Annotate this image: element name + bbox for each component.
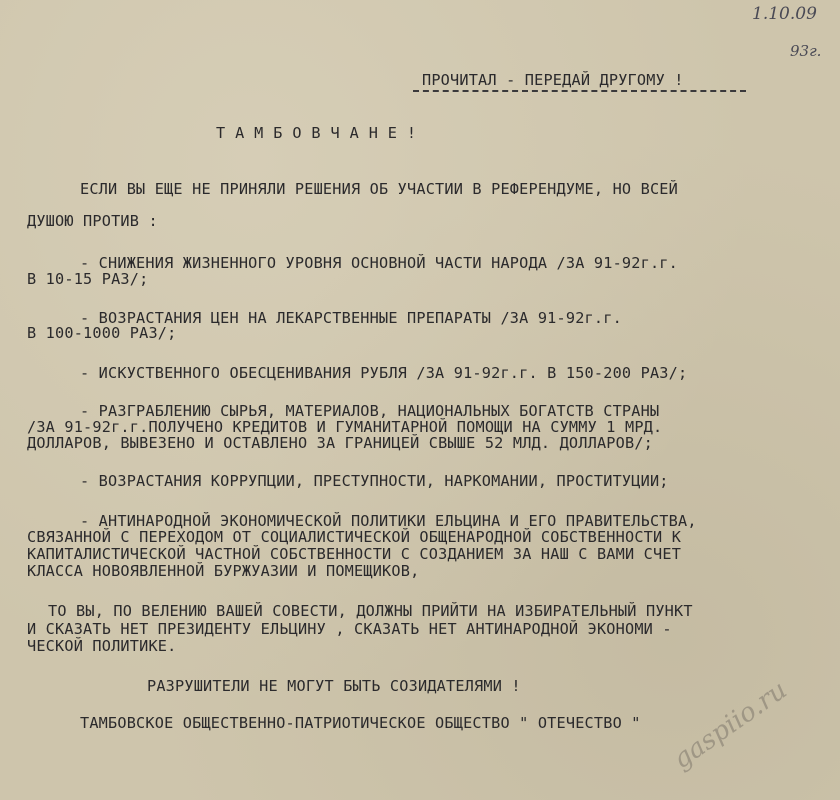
handwritten-code: 93г. <box>790 42 822 60</box>
item-1-line-1: - СНИЖЕНИЯ ЖИЗНЕННОГО УРОВНЯ ОСНОВНОЙ ЧАСТИ НАРОДА /ЗА 91-92г.г. <box>80 254 678 272</box>
item-2-line-1: - ВОЗРАСТАНИЯ ЦЕН НА ЛЕКАРСТВЕННЫЕ ПРЕПАРАТЫ /ЗА 91-92г.г. <box>80 309 622 327</box>
item-6-line-1: - АНТИНАРОДНОЙ ЭКОНОМИЧЕСКОЙ ПОЛИТИКИ ЕЛЬЦИНА И ЕГО ПРАВИТЕЛЬСТВА, <box>80 512 697 530</box>
page-title: Т А М Б О В Ч А Н Е ! <box>216 124 417 142</box>
item-4-line-3: ДОЛЛАРОВ, ВЫВЕЗЕНО И ОСТАВЛЕНО ЗА ГРАНИЦЕЙ СВЫШЕ 52 МЛД. ДОЛЛАРОВ/; <box>27 434 654 452</box>
conclusion-line-1: ТО ВЫ, ПО ВЕЛЕНИЮ ВАШЕЙ СОВЕСТИ, ДОЛЖНЫ ПРИЙТИ НА ИЗБИРАТЕЛЬНЫЙ ПУНКТ <box>48 602 693 620</box>
item-2-line-2: В 100-1000 РАЗ/; <box>27 324 177 342</box>
intro-line-1: ЕСЛИ ВЫ ЕЩЕ НЕ ПРИНЯЛИ РЕШЕНИЯ ОБ УЧАСТИИ В РЕФЕРЕНДУМЕ, НО ВСЕЙ <box>80 180 678 198</box>
item-5-line-1: - ВОЗРАСТАНИЯ КОРРУПЦИИ, ПРЕСТУПНОСТИ, НАРКОМАНИИ, ПРОСТИТУЦИИ; <box>80 472 669 490</box>
item-6-line-2: СВЯЗАННОЙ С ПЕРЕХОДОМ ОТ СОЦИАЛИСТИЧЕСКОЙ ОБЩЕНАРОДНОЙ СОБСТВЕННОСТИ К <box>27 528 682 546</box>
handwritten-date: 1.10.09 <box>752 4 817 24</box>
item-4-line-2: /ЗА 91-92г.г.ПОЛУЧЕНО КРЕДИТОВ И ГУМАНИТАРНОЙ ПОМОЩИ НА СУММУ 1 МРД. <box>27 418 663 436</box>
header-note: ПРОЧИТАЛ - ПЕРЕДАЙ ДРУГОМУ ! <box>422 71 684 89</box>
intro-line-2: ДУШОЮ ПРОТИВ : <box>27 212 158 230</box>
watermark: gaspiio.ru <box>667 675 793 775</box>
conclusion-line-2: И СКАЗАТЬ НЕТ ПРЕЗИДЕНТУ ЕЛЬЦИНУ , СКАЗАТЬ НЕТ АНТИНАРОДНОЙ ЭКОНОМИ - <box>27 620 672 638</box>
item-1-line-2: В 10-15 РАЗ/; <box>27 270 149 288</box>
item-4-line-1: - РАЗГРАБЛЕНИЮ СЫРЬЯ, МАТЕРИАЛОВ, НАЦИОНАЛЬНЫХ БОГАТСТВ СТРАНЫ <box>80 402 660 420</box>
signature-organization: ТАМБОВСКОЕ ОБЩЕСТВЕННО-ПАТРИОТИЧЕСКОЕ ОБЩЕСТВО " ОТЕЧЕСТВО " <box>80 714 641 732</box>
item-6-line-4: КЛАССА НОВОЯВЛЕННОЙ БУРЖУАЗИИ И ПОМЕЩИКОВ, <box>27 562 420 580</box>
conclusion-line-3: ЧЕСКОЙ ПОЛИТИКЕ. <box>27 637 177 655</box>
header-underline <box>413 90 746 92</box>
item-3-line-1: - ИСКУСТВЕННОГО ОБЕСЦЕНИВАНИЯ РУБЛЯ /ЗА 91-92г.г. В 150-200 РАЗ/; <box>80 364 688 382</box>
slogan: РАЗРУШИТЕЛИ НЕ МОГУТ БЫТЬ СОЗИДАТЕЛЯМИ ! <box>147 677 521 695</box>
item-6-line-3: КАПИТАЛИСТИЧЕСКОЙ ЧАСТНОЙ СОБСТВЕННОСТИ С СОЗДАНИЕМ ЗА НАШ С ВАМИ СЧЕТ <box>27 545 682 563</box>
